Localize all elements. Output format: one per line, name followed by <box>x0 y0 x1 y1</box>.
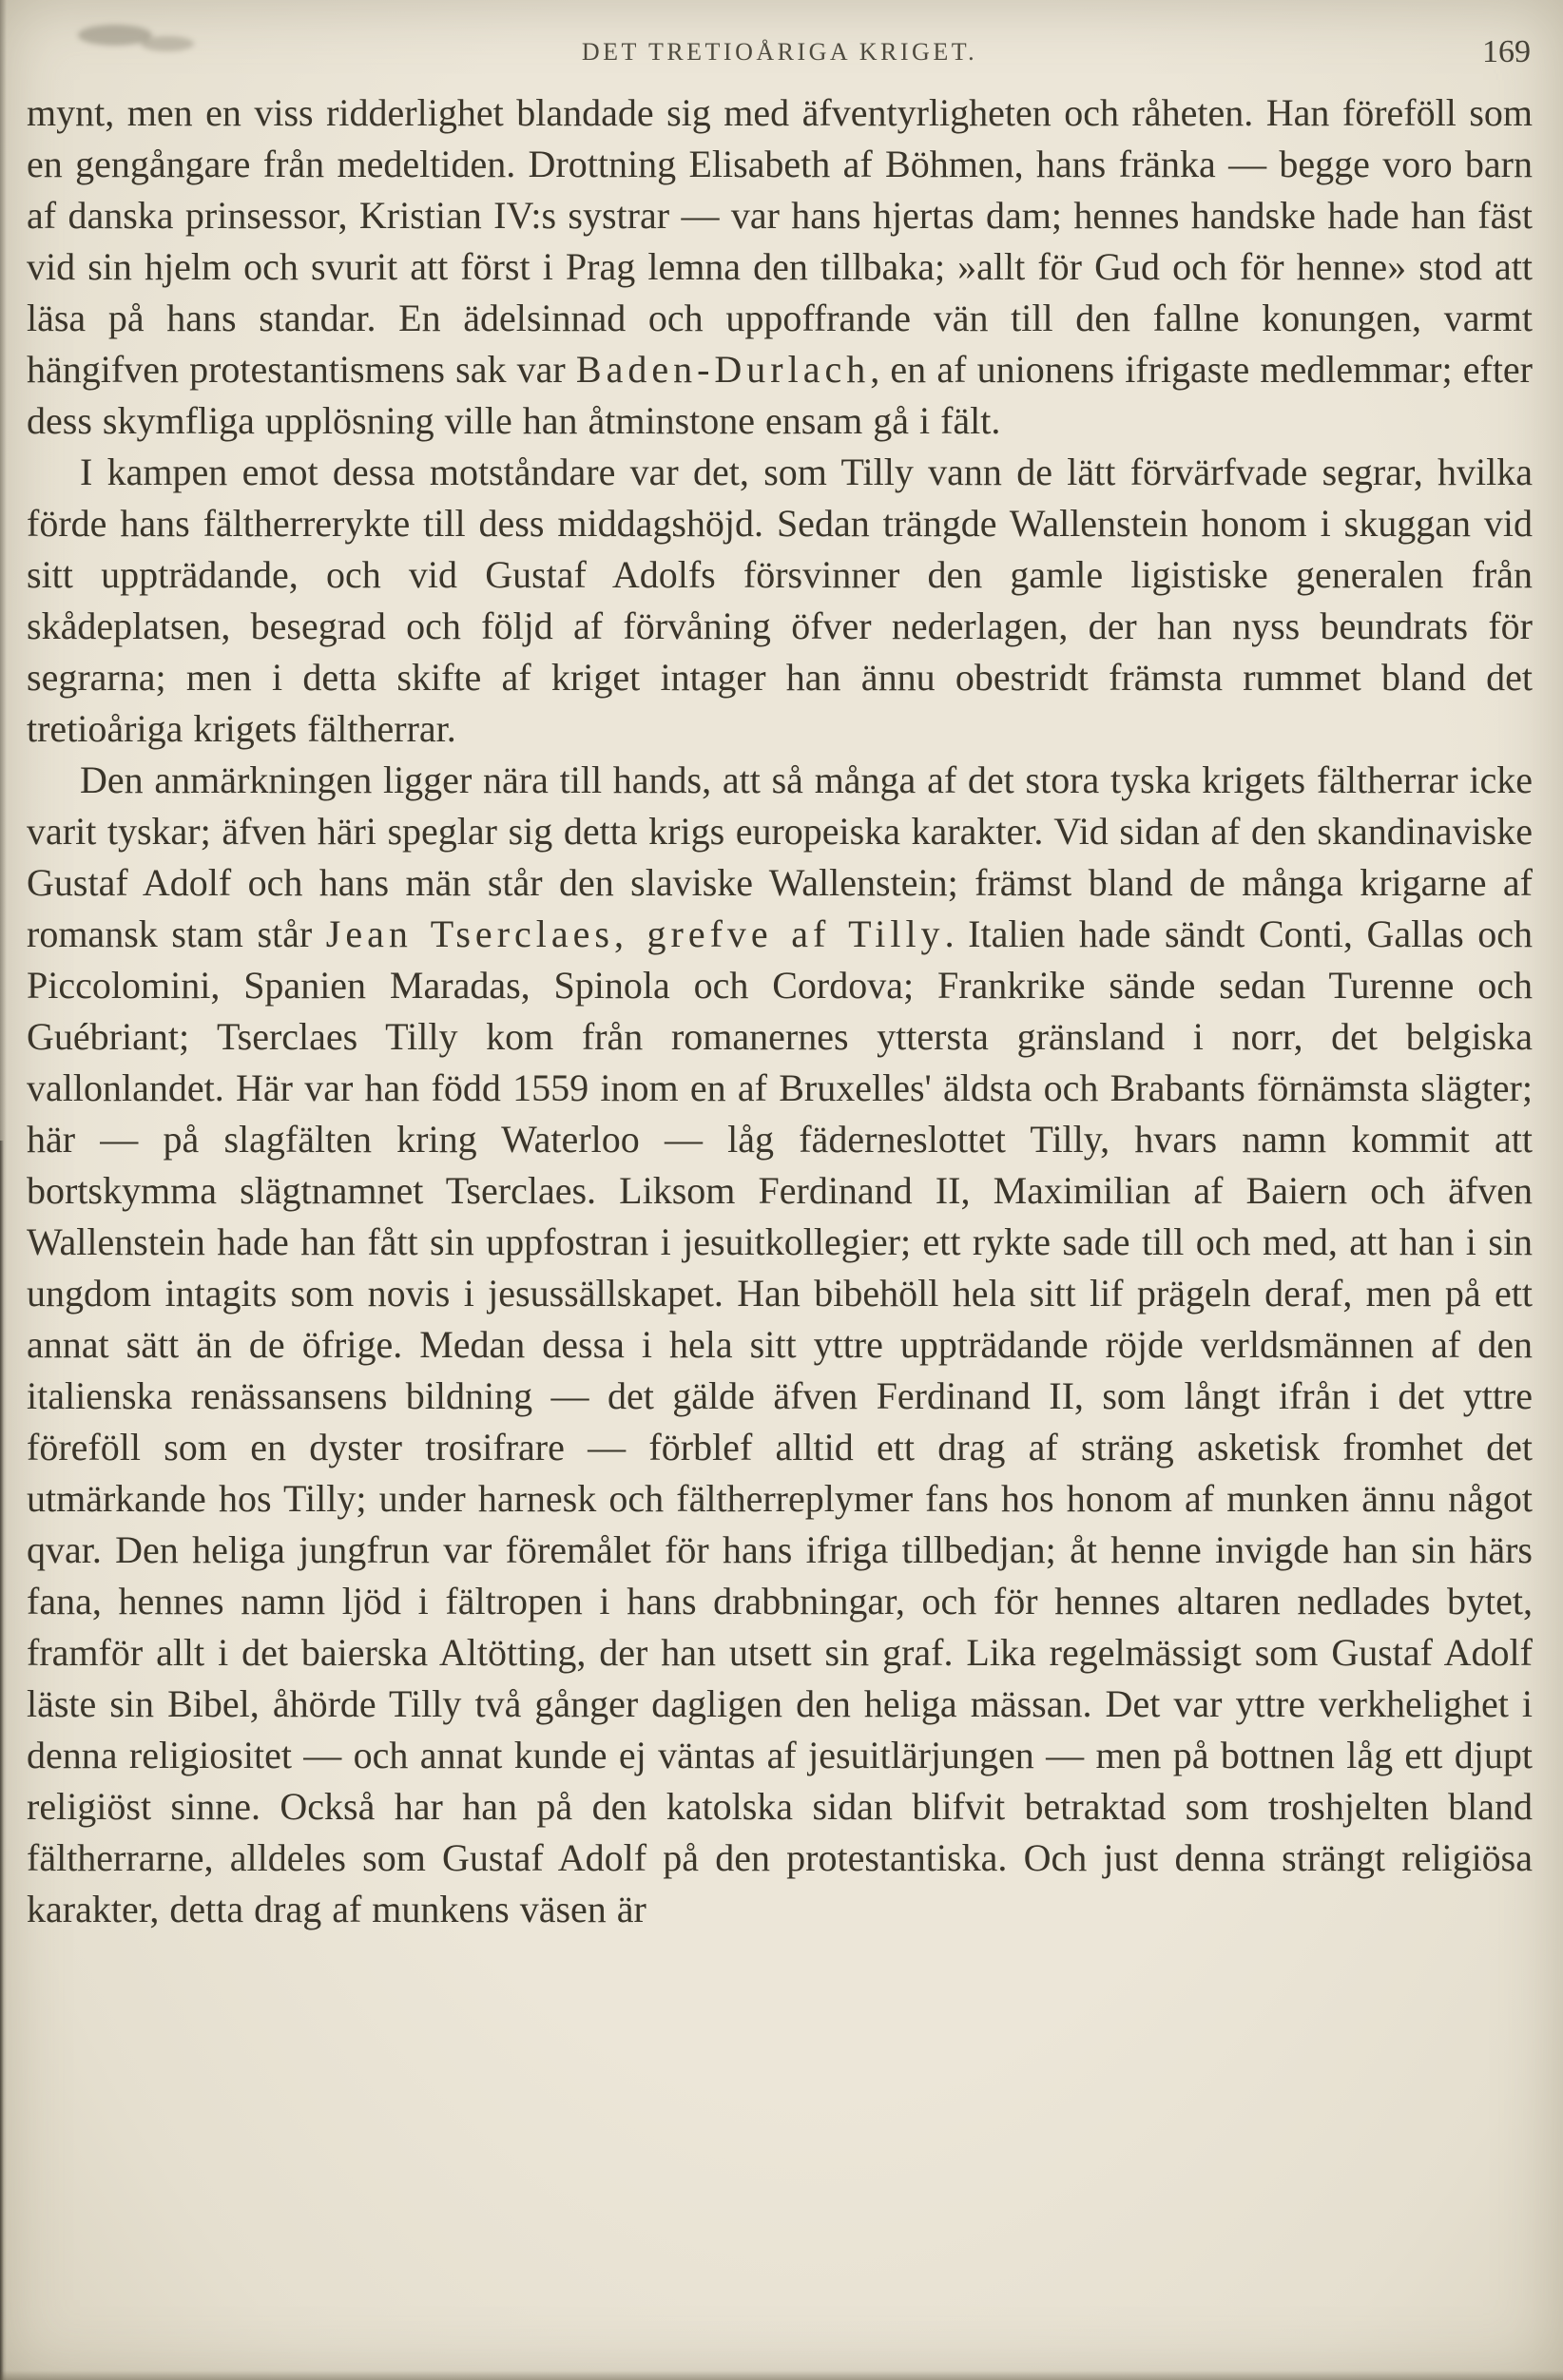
page-header <box>27 34 1533 78</box>
emphasized-name: Jean Tserclaes, grefve af Tilly <box>325 912 945 955</box>
running-title: DET TRETIOÅRIGA KRIGET. <box>581 38 978 66</box>
body-text-run: . Italien hade sändt Conti, Gallas och Piccolomini, Spanien Maradas, Spinola och Cordova; Frankrike sände sedan Turenne och Guébriant; Tserclaes Tilly kom från romanernes yttersta gränsland i norr, det belgiska vallonlandet. Här var han född 1559 inom en af Bruxelles' äldsta och Brabants förnämsta slägter; här — på slagfälten kring Waterloo — låg fäderneslottet Tilly, hvars namn kommit att bortskymma slägtnamnet Tserclaes. Liksom Ferdinand II, Maximilian af Baiern och äfven Wallenstein hade han fått sin uppfostran i jesuitkollegier; ett rykte sade till och med, att han i sin ungdom intagits som novis i jesussällskapet. Han bibehöll hela sitt lif prägeln deraf, men på ett annat sätt än de öfrige. Medan dessa i hela sitt yttre uppträdande röjde verldsmännen af den italienska renässansens bildning — det gälde äfven Ferdinand II, som långt ifrån i det yttre föreföll som en dyster trosifrare — förblef alltid ett drag af sträng asketisk fromhet det utmärkande hos Tilly; under harnesk och fältherreplymer fans hos honom af munken ännu något qvar. Den heliga jungfrun var föremålet för hans ifriga tillbedjan; åt henne invigde han sin härs fana, hennes namn ljöd i fältropen i hans drabbningar, och för hennes altaren nedlades bytet, framför allt i det baierska Altötting, der han utsett sin graf. Lika regelmässigt som Gustaf Adolf läste sin Bibel, åhörde Tilly två gånger dagligen den heliga mässan. Det var yttre verkhelighet i denna religiositet — och annat kunde ej väntas af jesuitlärjungen — men på bottnen låg ett djupt religiöst sinne. Också har han på den katolska sidan blifvit betraktad som troshjelten bland fältherrarne, alldeles som Gustaf Adolf på den protestantiska. Och just denna strängt religiösa karakter, detta drag af munkens väsen är <box>27 912 1533 1930</box>
emphasized-name: Baden-Durlach <box>575 348 871 391</box>
body-text-run: , en af unionens ifrigaste medlemmar; efter dess skymfliga upplösning ville han åtminstone ensam gå i fält. <box>27 348 1533 442</box>
paragraph <box>27 87 1533 447</box>
paragraph <box>27 447 1533 755</box>
scan-artifact-bottom-edge <box>0 2370 1563 2380</box>
scan-artifact-left-edge <box>0 0 7 2380</box>
text-block <box>27 87 1533 2361</box>
page-number: 169 <box>1482 34 1531 69</box>
paragraph <box>27 755 1533 1935</box>
scan-artifact-left-edge-lower <box>0 1141 4 2380</box>
body-text-run: mynt, men en viss ridderlighet blandade sig med äfventyrligheten och råheten. Han föreföll som en gengångare från medeltiden. Drottning Elisabeth af Böhmen, hans fränka — begge voro barn af danska prinsessor, Kristian IV:s systrar — var hans hjertas dam; hennes handske hade han fäst vid sin hjelm och svurit att först i Prag lemna den tillbaka; »allt för Gud och för henne» stod att läsa på hans standar. En ädelsinnad och uppoffrande vän till den fallne konungen, varmt hängifven protestantismens sak var <box>27 91 1533 391</box>
body-text-run: Den anmärkningen ligger nära till hands, att så många af det stora tyska krigets fältherrar icke varit tyskar; äfven häri speglar sig detta krigs europeiska karakter. Vid sidan af den skandinaviske Gustaf Adolf och hans män står den slaviske Wallenstein; främst bland de många krigarne af romansk stam står <box>27 758 1533 955</box>
body-text-run: I kampen emot dessa motståndare var det, som Tilly vann de lätt förvärfvade segrar, hvilka förde hans fältherrerykte till dess middagshöjd. Sedan trängde Wallenstein honom i skuggan vid sitt uppträdande, och vid Gustaf Adolfs försvinner den gamle ligistiske generalen från skådeplatsen, besegrad och följd af förvåning öfver nederlagen, der han nyss beundrats för segrarna; men i detta skifte af kriget intager han ännu obestridt främsta rummet bland det tretioåriga krigets fältherrar. <box>27 451 1533 750</box>
